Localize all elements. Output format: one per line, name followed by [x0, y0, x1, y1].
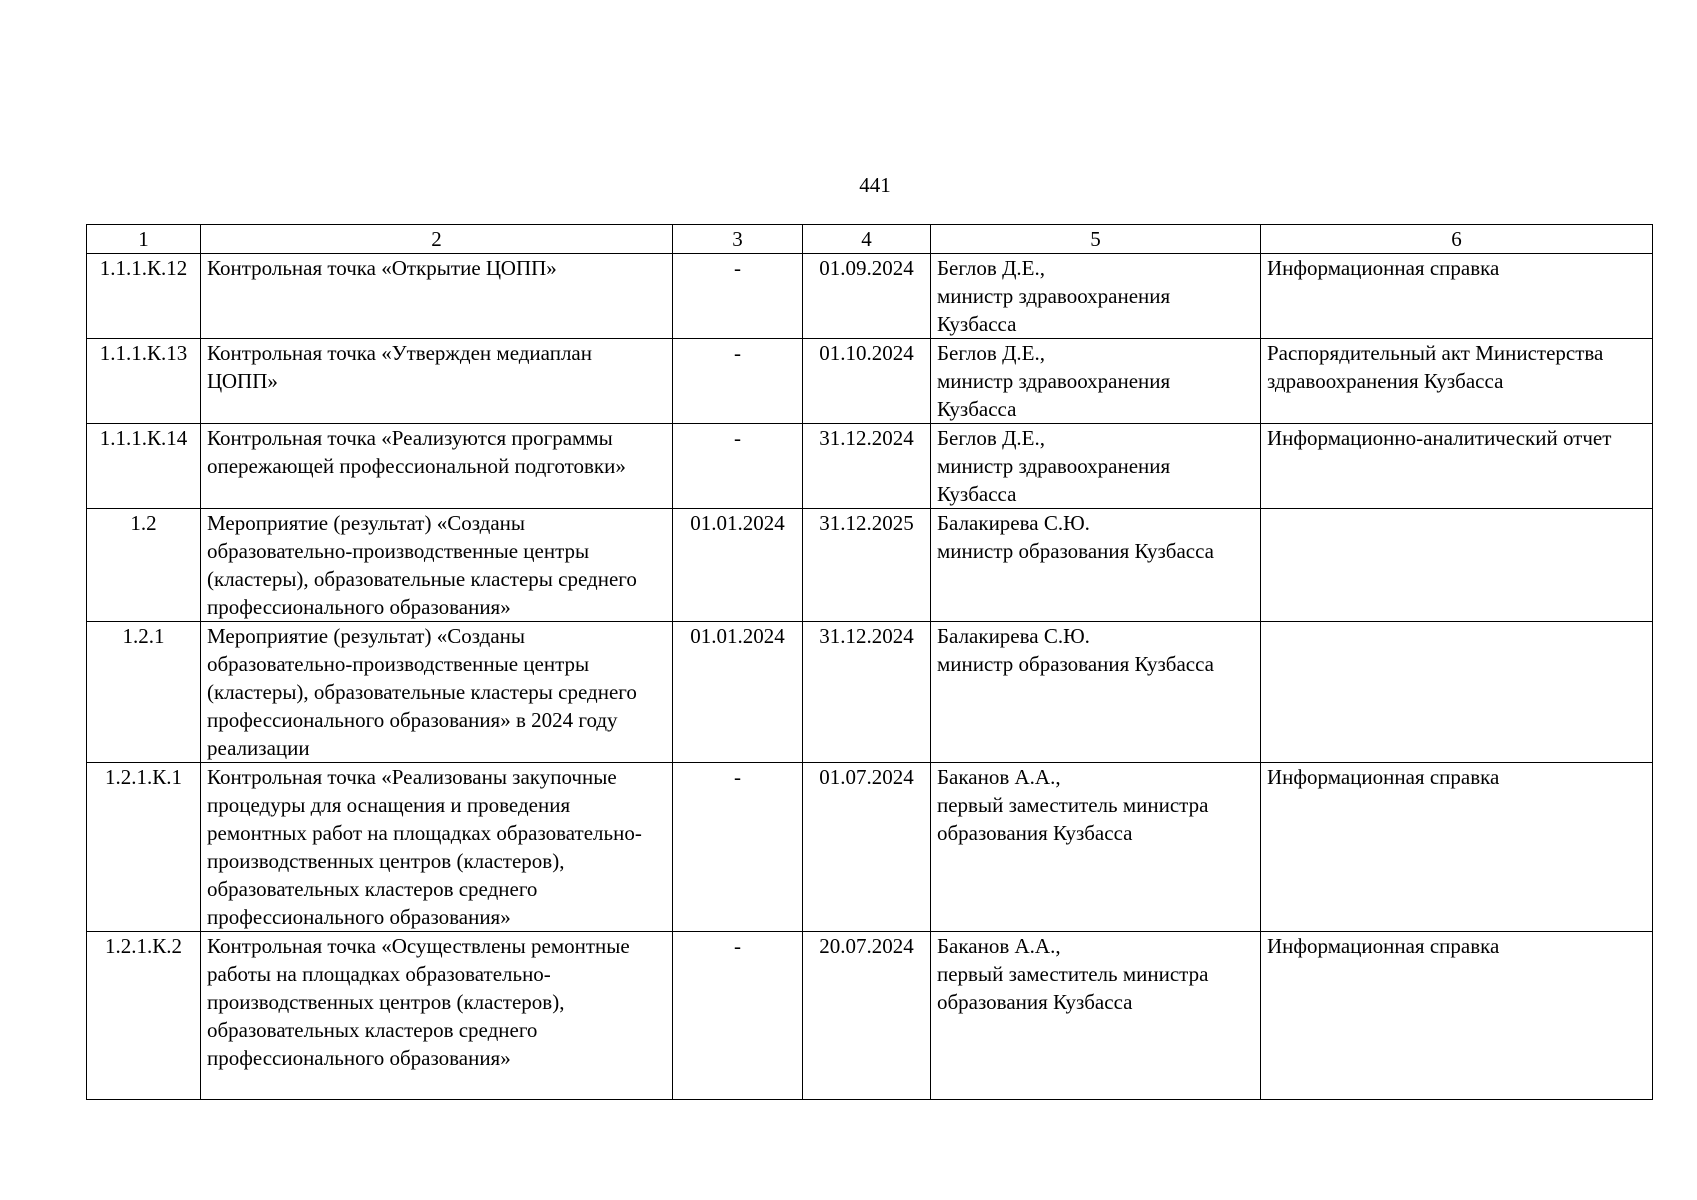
document-type-cell — [1261, 509, 1653, 622]
end-date-cell: 20.07.2024 — [803, 932, 931, 1100]
row-number-cell: 1.1.1.К.14 — [87, 424, 201, 509]
responsible-cell: Беглов Д.Е., министр здравоохранения Кузбасса — [931, 254, 1261, 339]
end-date-cell: 31.12.2024 — [803, 424, 931, 509]
page-number: 441 — [859, 173, 891, 197]
event-name-cell: Контрольная точка «Реализованы закупочные процедуры для оснащения и проведения ремонтных работ на площадках образовательно-производственных центров (кластеров), образовательных кластеров среднего профессионального образования» — [201, 763, 673, 932]
responsible-cell: Беглов Д.Е., министр здравоохранения Кузбасса — [931, 424, 1261, 509]
event-name-cell: Контрольная точка «Утвержден медиаплан ЦОПП» — [201, 339, 673, 424]
row-number-cell: 1.2 — [87, 509, 201, 622]
responsible-cell: Баканов А.А., первый заместитель министра образования Кузбасса — [931, 763, 1261, 932]
event-name-cell: Мероприятие (результат) «Созданы образовательно-производственные центры (кластеры), образовательные кластеры среднего профессионального образования» — [201, 509, 673, 622]
event-name-cell: Контрольная точка «Открытие ЦОПП» — [201, 254, 673, 339]
row-number-cell: 1.1.1.К.13 — [87, 339, 201, 424]
responsible-cell: Беглов Д.Е., министр здравоохранения Кузбасса — [931, 339, 1261, 424]
row-number-cell: 1.2.1.К.1 — [87, 763, 201, 932]
start-date-cell: - — [673, 763, 803, 932]
start-date-cell: - — [673, 424, 803, 509]
table-row — [87, 424, 1653, 509]
start-date-cell: 01.01.2024 — [673, 622, 803, 763]
table-row — [87, 932, 1653, 1100]
document-type-cell: Информационная справка — [1261, 763, 1653, 932]
event-name-cell: Контрольная точка «Реализуются программы опережающей профессиональной подготовки» — [201, 424, 673, 509]
event-name-cell: Контрольная точка «Осуществлены ремонтные работы на площадках образовательно-производственных центров (кластеров), образовательных кластеров среднего профессионального образования» — [201, 932, 673, 1100]
document-type-cell: Информационная справка — [1261, 254, 1653, 339]
responsible-cell: Балакирева С.Ю. министр образования Кузбасса — [931, 509, 1261, 622]
document-type-cell: Информационная справка — [1261, 932, 1653, 1100]
end-date-cell: 31.12.2025 — [803, 509, 931, 622]
table-row — [87, 254, 1653, 339]
table-row — [87, 622, 1653, 763]
document-type-cell: Информационно-аналитический отчет — [1261, 424, 1653, 509]
row-number-cell: 1.2.1.К.2 — [87, 932, 201, 1100]
table-header-row — [87, 225, 1653, 254]
end-date-cell: 01.09.2024 — [803, 254, 931, 339]
start-date-cell: - — [673, 932, 803, 1100]
row-number-cell: 1.1.1.К.12 — [87, 254, 201, 339]
column-header-5: 5 — [931, 225, 1261, 254]
row-number-cell: 1.2.1 — [87, 622, 201, 763]
column-header-1: 1 — [87, 225, 201, 254]
end-date-cell: 01.10.2024 — [803, 339, 931, 424]
event-name-cell: Мероприятие (результат) «Созданы образовательно-производственные центры (кластеры), образовательные кластеры среднего профессионального образования» в 2024 году реализации — [201, 622, 673, 763]
table-row — [87, 339, 1653, 424]
end-date-cell: 01.07.2024 — [803, 763, 931, 932]
column-header-3: 3 — [673, 225, 803, 254]
column-header-4: 4 — [803, 225, 931, 254]
column-header-2: 2 — [201, 225, 673, 254]
document-type-cell: Распорядительный акт Министерства здравоохранения Кузбасса — [1261, 339, 1653, 424]
start-date-cell: 01.01.2024 — [673, 509, 803, 622]
start-date-cell: - — [673, 254, 803, 339]
responsible-cell: Баканов А.А., первый заместитель министра образования Кузбасса — [931, 932, 1261, 1100]
column-header-6: 6 — [1261, 225, 1653, 254]
responsible-cell: Балакирева С.Ю. министр образования Кузбасса — [931, 622, 1261, 763]
control-points-table — [86, 224, 1653, 1100]
table-row — [87, 763, 1653, 932]
table-row — [87, 509, 1653, 622]
start-date-cell: - — [673, 339, 803, 424]
document-type-cell — [1261, 622, 1653, 763]
end-date-cell: 31.12.2024 — [803, 622, 931, 763]
